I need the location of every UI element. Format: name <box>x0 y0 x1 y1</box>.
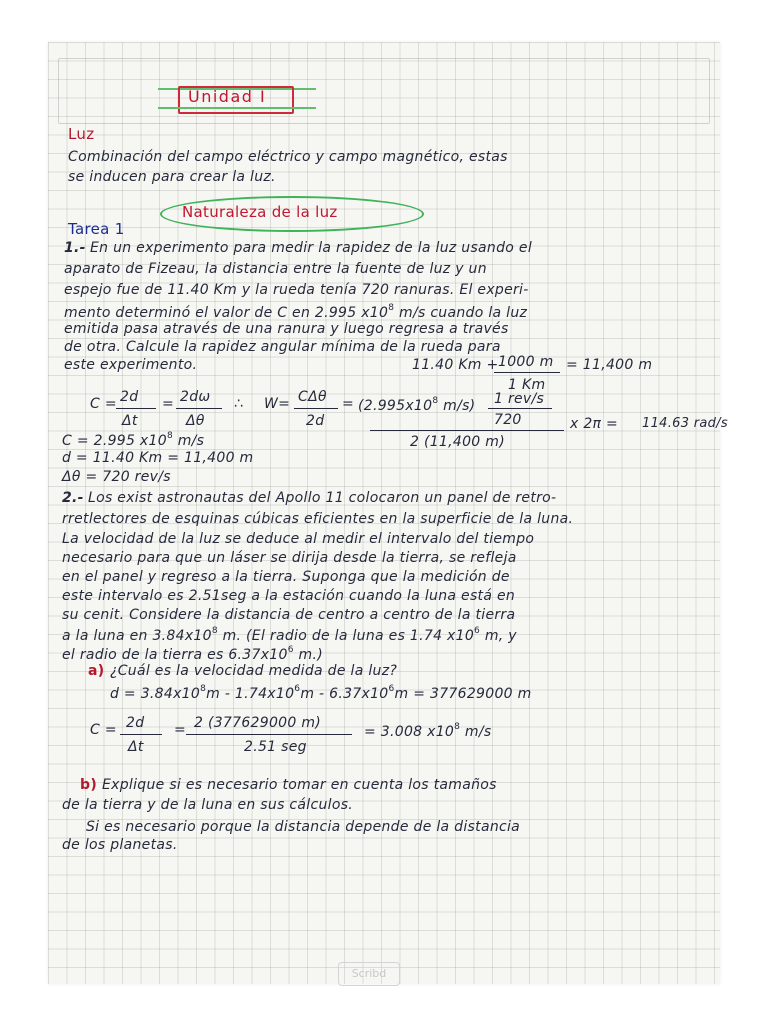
c-eq-bar1 <box>116 408 156 409</box>
unit-decoration-line-bottom <box>158 107 316 109</box>
part-b-answer-line-1: Si es necesario porque la distancia depende de la distancia <box>86 819 521 835</box>
c-eq-equals2: = <box>162 396 175 412</box>
w-expr-paren: ($2.995x10^8$ m/s) <box>358 396 476 414</box>
problem1-line-4: mento determinó el valor de C en 2.995 $x10^8$ m/s cuando la luz <box>64 303 528 321</box>
w-expr-frac-den: 720 <box>494 412 522 428</box>
part-a-c-lhs: C = <box>90 722 117 738</box>
problem1-line-5: emitida pasa através de una ranura y luego regresa a través <box>64 321 509 337</box>
conversion-left: 11.40 Km + <box>412 357 499 373</box>
w-eq-bar <box>294 408 338 409</box>
part-a-c-num1: 2d <box>126 715 145 731</box>
w-expr-den: 2 (11,400 m) <box>410 434 505 450</box>
given-theta: Δθ = 720 rev/s <box>62 469 171 485</box>
problem2-line-6: este intervalo es 2.51seg a la estación cuando la luna está en <box>62 588 516 604</box>
part-a-c-den1: Δt <box>128 739 144 755</box>
w-expr-frac-bar <box>488 408 552 409</box>
c-eq-den2: Δθ <box>186 413 205 429</box>
problem1-line-6: de otra. Calcule la rapidez angular mínima de la rueda para <box>64 339 501 355</box>
unit-title: Unidad I <box>188 87 267 106</box>
header-frame <box>58 58 710 124</box>
w-eq-lhs: W= <box>264 396 291 412</box>
section-title: Luz <box>68 125 95 143</box>
c-eq-num1: 2d <box>120 389 139 405</box>
problem2-line-8: a la luna en $3.84x10^8$ m. (El radio de la luna es 1.74 $x10^6$ m, y <box>62 626 517 644</box>
conversion-result: = 11,400 m <box>566 357 653 373</box>
problem2-line-3: La velocidad de la luz se deduce al medir el intervalo del tiempo <box>62 531 535 547</box>
c-eq-num2: 2dω <box>180 389 211 405</box>
problem1-line-3: espejo fue de 11.40 Km y la rueda tenía 720 ranuras. El experi- <box>64 282 529 298</box>
part-b-answer-line-2: de los planetas. <box>62 837 178 853</box>
part-a-c-bar2 <box>186 734 352 735</box>
problem2-line-9: el radio de la tierra es $6.37x10^6$ m.) <box>62 645 323 663</box>
w-expr-main-bar <box>370 430 564 431</box>
conversion-denominator: 1 Km <box>508 377 546 393</box>
part-a-label: a) <box>88 663 105 679</box>
c-eq-bar2 <box>176 408 222 409</box>
part-b-question-line-1: Explique si es necesario tomar en cuenta los tamaños <box>102 777 497 793</box>
w-expr-result: 114.63 rad/s <box>642 416 728 431</box>
part-a-c-num2: 2 (377629000 m) <box>194 715 322 731</box>
definition-line-1: Combinación del campo eléctrico y campo magnético, estas <box>68 149 508 165</box>
conversion-numerator: 1000 m <box>498 354 554 370</box>
problem2-line-1: Los exist astronautas del Apollo 11 colocaron un panel de retro- <box>88 490 557 506</box>
given-d: d = 11.40 Km = 11,400 m <box>62 450 254 466</box>
topic-title: Naturaleza de la luz <box>182 203 338 221</box>
part-a-c-equals2: = <box>174 722 187 738</box>
w-eq-den: 2d <box>306 413 325 429</box>
problem2-line-5: en el panel y regreso a la tierra. Suponga que la medición de <box>62 569 510 585</box>
c-eq-den1: Δt <box>122 413 138 429</box>
part-b-label: b) <box>80 777 98 793</box>
problem1-line-1: En un experimento para medir la rapidez de la luz usando el <box>90 240 533 256</box>
problem2-line-4: necesario para que un láser se dirija desde la tierra, se refleja <box>62 550 517 566</box>
w-expr-frac-num: 1 rev/s <box>494 391 545 407</box>
w-expr-equals: = <box>342 396 355 412</box>
c-eq-lhs: C = <box>90 396 117 412</box>
task-title: Tarea 1 <box>68 220 125 238</box>
part-b-question-line-2: de la tierra y de la luna en sus cálculos. <box>62 797 354 813</box>
part-a-c-bar1 <box>120 734 162 735</box>
given-c: C = 2.995 $x10^8$ m/s <box>62 431 205 449</box>
conversion-fraction-bar <box>494 372 560 373</box>
part-a-question: ¿Cuál es la velocidad medida de la luz? <box>110 663 398 679</box>
w-expr-times: x 2π = <box>570 416 619 432</box>
scribd-watermark: Scribd <box>338 962 400 986</box>
part-a-d-calc: $d = 3.84x10^8m - 1.74x10^6m - 6.37x10^6m = 377629000$ m <box>110 684 532 702</box>
problem1-number: 1.- <box>64 240 86 256</box>
problem1-line-7: este experimento. <box>64 357 198 373</box>
problem2-line-2: rretlectores de esquinas cúbicas eficientes en la superficie de la luna. <box>62 511 574 527</box>
problem1-line-2: aparato de Fizeau, la distancia entre la fuente de luz y un <box>64 261 487 277</box>
problem2-line-7: su cenit. Considere la distancia de centro a centro de la tierra <box>62 607 516 623</box>
w-eq-num: CΔθ <box>298 389 327 405</box>
part-a-c-den2: 2.51 seg <box>244 739 307 755</box>
problem2-number: 2.- <box>62 490 84 506</box>
part-a-c-result: = 3.008 $x10^8$ m/s <box>364 722 492 740</box>
c-eq-therefore: ∴ <box>234 396 244 412</box>
definition-line-2: se inducen para crear la luz. <box>68 169 276 185</box>
